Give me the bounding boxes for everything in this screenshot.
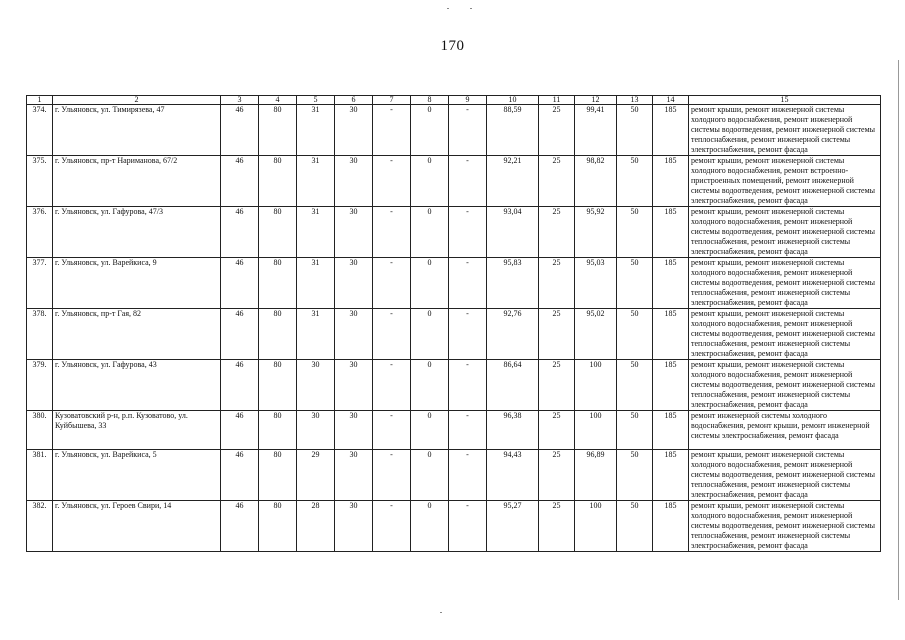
col-12-value: 100 [575, 411, 617, 450]
repair-works: ремонт крыши, ремонт инженерной системы холодного водоснабжения, ремонт инженерной системы водоотведения, ремонт инженерной системы теплоснабжения, ремонт инженерной системы электроснабжения, ремонт фасада [689, 207, 881, 258]
col-7-value: - [373, 258, 411, 309]
repair-works: ремонт крыши, ремонт инженерной системы холодного водоснабжения, ремонт инженерной системы водоотведения, ремонт инженерной системы теплоснабжения, ремонт инженерной системы электроснабжения, ремонт фасада [689, 105, 881, 156]
col-7-value: - [373, 411, 411, 450]
row-number: 377. [27, 258, 53, 309]
repair-program-table [26, 95, 881, 552]
table-row [27, 207, 881, 258]
col-8-value: 0 [411, 309, 449, 360]
column-header: 8 [411, 96, 449, 105]
scan-speck [470, 8, 472, 9]
col-3-value: 46 [221, 360, 259, 411]
col-3-value: 46 [221, 309, 259, 360]
repair-works: ремонт инженерной системы холодного водоснабжения, ремонт крыши, ремонт инженерной системы электроснабжения, ремонт фасада [689, 411, 881, 450]
col-9-value: - [449, 258, 487, 309]
col-7-value: - [373, 450, 411, 501]
row-number: 376. [27, 207, 53, 258]
col-4-value: 80 [259, 258, 297, 309]
col-14-value: 185 [653, 105, 689, 156]
col-11-value: 25 [539, 360, 575, 411]
col-3-value: 46 [221, 501, 259, 552]
row-number: 381. [27, 450, 53, 501]
column-header: 10 [487, 96, 539, 105]
col-14-value: 185 [653, 411, 689, 450]
col-14-value: 185 [653, 450, 689, 501]
col-10-value: 93,04 [487, 207, 539, 258]
col-14-value: 185 [653, 156, 689, 207]
col-14-value: 185 [653, 501, 689, 552]
col-5-value: 31 [297, 207, 335, 258]
col-6-value: 30 [335, 360, 373, 411]
column-header: 4 [259, 96, 297, 105]
col-10-value: 94,43 [487, 450, 539, 501]
col-7-value: - [373, 105, 411, 156]
col-12-value: 100 [575, 501, 617, 552]
col-8-value: 0 [411, 450, 449, 501]
repair-works: ремонт крыши, ремонт инженерной системы холодного водоснабжения, ремонт встроенно-пристроенных помещений, ремонт инженерной системы водоотведения, ремонт инженерной системы электроснабжения, ремонт фасада [689, 156, 881, 207]
col-5-value: 28 [297, 501, 335, 552]
col-5-value: 31 [297, 105, 335, 156]
address: г. Ульяновск, пр-т Нариманова, 67/2 [53, 156, 221, 207]
table-body [27, 105, 881, 552]
col-5-value: 31 [297, 258, 335, 309]
row-number: 380. [27, 411, 53, 450]
col-11-value: 25 [539, 156, 575, 207]
table-row [27, 309, 881, 360]
col-4-value: 80 [259, 156, 297, 207]
col-8-value: 0 [411, 501, 449, 552]
column-header: 15 [689, 96, 881, 105]
col-12-value: 98,82 [575, 156, 617, 207]
page-number: 170 [440, 38, 465, 54]
col-9-value: - [449, 309, 487, 360]
col-8-value: 0 [411, 207, 449, 258]
col-11-value: 25 [539, 258, 575, 309]
address: г. Ульяновск, ул. Гафурова, 47/3 [53, 207, 221, 258]
address: г. Ульяновск, ул. Варейкиса, 9 [53, 258, 221, 309]
col-12-value: 96,89 [575, 450, 617, 501]
col-14-value: 185 [653, 258, 689, 309]
col-8-value: 0 [411, 411, 449, 450]
col-13-value: 50 [617, 309, 653, 360]
col-10-value: 86,64 [487, 360, 539, 411]
col-7-value: - [373, 501, 411, 552]
col-6-value: 30 [335, 258, 373, 309]
col-6-value: 30 [335, 411, 373, 450]
table-row [27, 258, 881, 309]
col-9-value: - [449, 207, 487, 258]
col-11-value: 25 [539, 309, 575, 360]
scan-speck [440, 612, 442, 613]
col-10-value: 95,83 [487, 258, 539, 309]
col-3-value: 46 [221, 105, 259, 156]
col-12-value: 95,02 [575, 309, 617, 360]
row-number: 374. [27, 105, 53, 156]
row-number: 382. [27, 501, 53, 552]
column-header: 14 [653, 96, 689, 105]
address: Кузоватовский р-н, р.п. Кузоватово, ул. Куйбышева, 33 [53, 411, 221, 450]
col-6-value: 30 [335, 309, 373, 360]
col-6-value: 30 [335, 207, 373, 258]
column-header: 3 [221, 96, 259, 105]
col-11-value: 25 [539, 207, 575, 258]
col-6-value: 30 [335, 450, 373, 501]
col-8-value: 0 [411, 258, 449, 309]
address: г. Ульяновск, пр-т Гая, 82 [53, 309, 221, 360]
col-5-value: 30 [297, 411, 335, 450]
col-4-value: 80 [259, 450, 297, 501]
col-14-value: 185 [653, 309, 689, 360]
right-margin-line [898, 60, 899, 600]
col-13-value: 50 [617, 411, 653, 450]
col-12-value: 99,41 [575, 105, 617, 156]
col-7-value: - [373, 309, 411, 360]
col-14-value: 185 [653, 360, 689, 411]
column-header: 11 [539, 96, 575, 105]
col-12-value: 95,92 [575, 207, 617, 258]
col-5-value: 31 [297, 309, 335, 360]
table-row [27, 156, 881, 207]
col-10-value: 92,76 [487, 309, 539, 360]
col-5-value: 30 [297, 360, 335, 411]
col-6-value: 30 [335, 501, 373, 552]
col-4-value: 80 [259, 411, 297, 450]
col-7-value: - [373, 360, 411, 411]
col-13-value: 50 [617, 450, 653, 501]
col-13-value: 50 [617, 105, 653, 156]
table-row [27, 450, 881, 501]
col-4-value: 80 [259, 207, 297, 258]
col-3-value: 46 [221, 207, 259, 258]
col-13-value: 50 [617, 207, 653, 258]
address: г. Ульяновск, ул. Тимирязева, 47 [53, 105, 221, 156]
column-header: 5 [297, 96, 335, 105]
col-8-value: 0 [411, 105, 449, 156]
col-11-value: 25 [539, 105, 575, 156]
column-header: 12 [575, 96, 617, 105]
col-11-value: 25 [539, 411, 575, 450]
column-number-row [27, 96, 881, 105]
column-header: 7 [373, 96, 411, 105]
col-9-value: - [449, 105, 487, 156]
col-4-value: 80 [259, 501, 297, 552]
col-13-value: 50 [617, 156, 653, 207]
col-8-value: 0 [411, 156, 449, 207]
col-3-value: 46 [221, 450, 259, 501]
repair-works: ремонт крыши, ремонт инженерной системы холодного водоснабжения, ремонт инженерной системы водоотведения, ремонт инженерной системы теплоснабжения, ремонт инженерной системы электроснабжения, ремонт фасада [689, 258, 881, 309]
col-14-value: 185 [653, 207, 689, 258]
col-7-value: - [373, 156, 411, 207]
col-9-value: - [449, 450, 487, 501]
col-4-value: 80 [259, 309, 297, 360]
row-number: 378. [27, 309, 53, 360]
col-4-value: 80 [259, 105, 297, 156]
repair-works: ремонт крыши, ремонт инженерной системы холодного водоснабжения, ремонт инженерной системы водоотведения, ремонт инженерной системы теплоснабжения, ремонт инженерной системы электроснабжения, ремонт фасада [689, 309, 881, 360]
col-10-value: 96,38 [487, 411, 539, 450]
col-9-value: - [449, 360, 487, 411]
col-12-value: 100 [575, 360, 617, 411]
table-row [27, 411, 881, 450]
column-header: 6 [335, 96, 373, 105]
table-row [27, 501, 881, 552]
col-8-value: 0 [411, 360, 449, 411]
address: г. Ульяновск, ул. Варейкиса, 5 [53, 450, 221, 501]
column-header: 9 [449, 96, 487, 105]
col-13-value: 50 [617, 360, 653, 411]
column-header: 13 [617, 96, 653, 105]
col-12-value: 95,03 [575, 258, 617, 309]
row-number: 379. [27, 360, 53, 411]
col-3-value: 46 [221, 411, 259, 450]
column-header: 1 [27, 96, 53, 105]
col-9-value: - [449, 411, 487, 450]
col-7-value: - [373, 207, 411, 258]
column-header: 2 [53, 96, 221, 105]
col-11-value: 25 [539, 501, 575, 552]
col-6-value: 30 [335, 105, 373, 156]
address: г. Ульяновск, ул. Героев Свири, 14 [53, 501, 221, 552]
col-5-value: 29 [297, 450, 335, 501]
address: г. Ульяновск, ул. Гафурова, 43 [53, 360, 221, 411]
repair-works: ремонт крыши, ремонт инженерной системы холодного водоснабжения, ремонт инженерной системы водоотведения, ремонт инженерной системы теплоснабжения, ремонт инженерной системы электроснабжения, ремонт фасада [689, 360, 881, 411]
col-10-value: 88,59 [487, 105, 539, 156]
table-row [27, 105, 881, 156]
col-3-value: 46 [221, 156, 259, 207]
row-number: 375. [27, 156, 53, 207]
repair-works: ремонт крыши, ремонт инженерной системы холодного водоснабжения, ремонт инженерной системы водоотведения, ремонт инженерной системы теплоснабжения, ремонт инженерной системы электроснабжения, ремонт фасада [689, 450, 881, 501]
col-4-value: 80 [259, 360, 297, 411]
repair-works: ремонт крыши, ремонт инженерной системы холодного водоснабжения, ремонт инженерной системы водоотведения, ремонт инженерной системы теплоснабжения, ремонт инженерной системы электроснабжения, ремонт фасада [689, 501, 881, 552]
col-13-value: 50 [617, 258, 653, 309]
col-5-value: 31 [297, 156, 335, 207]
table-row [27, 360, 881, 411]
col-6-value: 30 [335, 156, 373, 207]
col-9-value: - [449, 501, 487, 552]
col-10-value: 92,21 [487, 156, 539, 207]
col-3-value: 46 [221, 258, 259, 309]
col-10-value: 95,27 [487, 501, 539, 552]
col-9-value: - [449, 156, 487, 207]
scan-speck [447, 8, 449, 9]
col-11-value: 25 [539, 450, 575, 501]
col-13-value: 50 [617, 501, 653, 552]
